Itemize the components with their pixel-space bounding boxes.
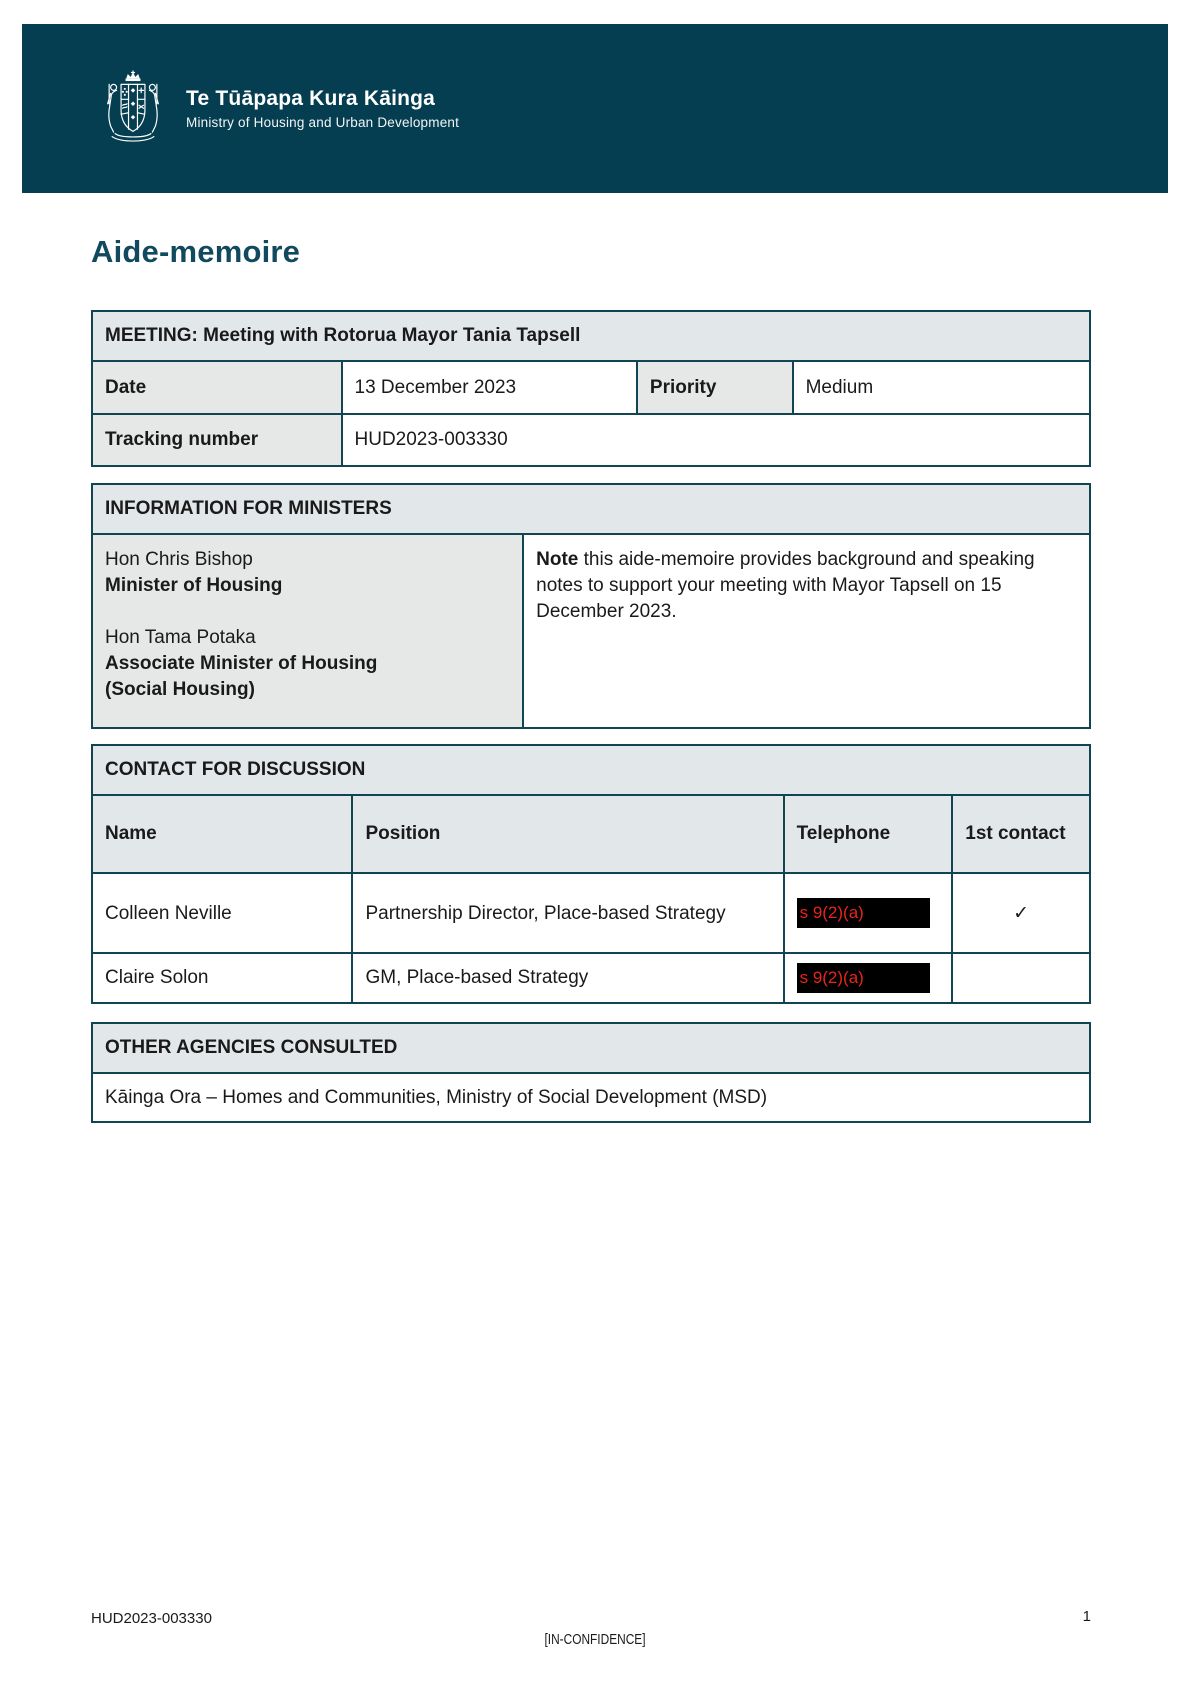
meeting-section-header: MEETING: Meeting with Rotorua Mayor Tania Tapsell	[92, 311, 1090, 361]
footer-page-number: 1	[1082, 1608, 1091, 1625]
column-header-telephone: Telephone	[784, 795, 953, 873]
date-value: 13 December 2023	[342, 361, 637, 414]
note-text: this aide-memoire provides background and speaking notes to support your meeting with Mayor Tapsell on 15 December 2023.	[536, 549, 1035, 622]
meeting-table	[91, 310, 1091, 467]
first-contact-empty	[952, 953, 1090, 1003]
contact-telephone	[784, 953, 953, 1003]
page-title: Aide-memoire	[91, 234, 301, 269]
agencies-table	[91, 1022, 1091, 1123]
table-row	[92, 311, 1090, 361]
footer-tracking-number: HUD2023-003330	[91, 1610, 212, 1627]
agencies-value: Kāinga Ora – Homes and Communities, Ministry of Social Development (MSD)	[92, 1073, 1090, 1122]
minister-name: Hon Chris Bishop	[105, 549, 253, 570]
table-row	[92, 745, 1090, 795]
ministers-list	[92, 534, 523, 728]
tracking-number-label: Tracking number	[92, 414, 342, 466]
table-row	[92, 1073, 1090, 1122]
contact-name: Colleen Neville	[92, 873, 352, 953]
contact-name: Claire Solon	[92, 953, 352, 1003]
minister-name: Hon Tama Potaka	[105, 627, 256, 648]
contact-position: Partnership Director, Place-based Strategy	[352, 873, 783, 953]
table-row	[92, 873, 1090, 953]
minister-role: Minister of Housing	[105, 575, 283, 596]
column-header-position: Position	[352, 795, 783, 873]
table-row	[92, 414, 1090, 466]
table-row	[92, 361, 1090, 414]
contacts-section-header: CONTACT FOR DISCUSSION	[92, 745, 1090, 795]
priority-value: Medium	[793, 361, 1090, 414]
nz-coat-of-arms-icon	[95, 68, 171, 150]
column-header-first-contact: 1st contact	[952, 795, 1090, 873]
tracking-number-value: HUD2023-003330	[342, 414, 1091, 466]
priority-label: Priority	[637, 361, 793, 414]
table-row	[92, 953, 1090, 1003]
note-label: Note	[536, 549, 579, 570]
ministry-wordmark	[186, 87, 459, 129]
agencies-section-header: OTHER AGENCIES CONSULTED	[92, 1023, 1090, 1073]
first-contact-checkmark: ✓	[952, 873, 1090, 953]
minister-role: Associate Minister of Housing (Social Housing)	[105, 653, 378, 700]
minister-entry	[105, 547, 510, 599]
ministers-table	[91, 483, 1091, 729]
contact-position: GM, Place-based Strategy	[352, 953, 783, 1003]
date-label: Date	[92, 361, 342, 414]
document-body	[91, 310, 1091, 1123]
minister-entry	[105, 625, 510, 703]
table-row	[92, 1023, 1090, 1073]
table-header-row	[92, 795, 1090, 873]
ministry-subtitle: Ministry of Housing and Urban Development	[186, 114, 460, 130]
redaction-box: s 9(2)(a)	[797, 898, 930, 928]
table-row	[92, 534, 1090, 728]
ministry-banner	[22, 24, 1168, 193]
column-header-name: Name	[92, 795, 352, 873]
footer-classification: [IN-CONFIDENCE]	[544, 1632, 646, 1648]
contacts-table	[91, 744, 1091, 1004]
table-row	[92, 484, 1090, 534]
contact-telephone	[784, 873, 953, 953]
ministers-note	[523, 534, 1090, 728]
redaction-box: s 9(2)(a)	[797, 963, 930, 993]
ministers-section-header: INFORMATION FOR MINISTERS	[92, 484, 1090, 534]
ministry-name: Te Tūāpapa Kura Kāinga	[186, 87, 436, 111]
